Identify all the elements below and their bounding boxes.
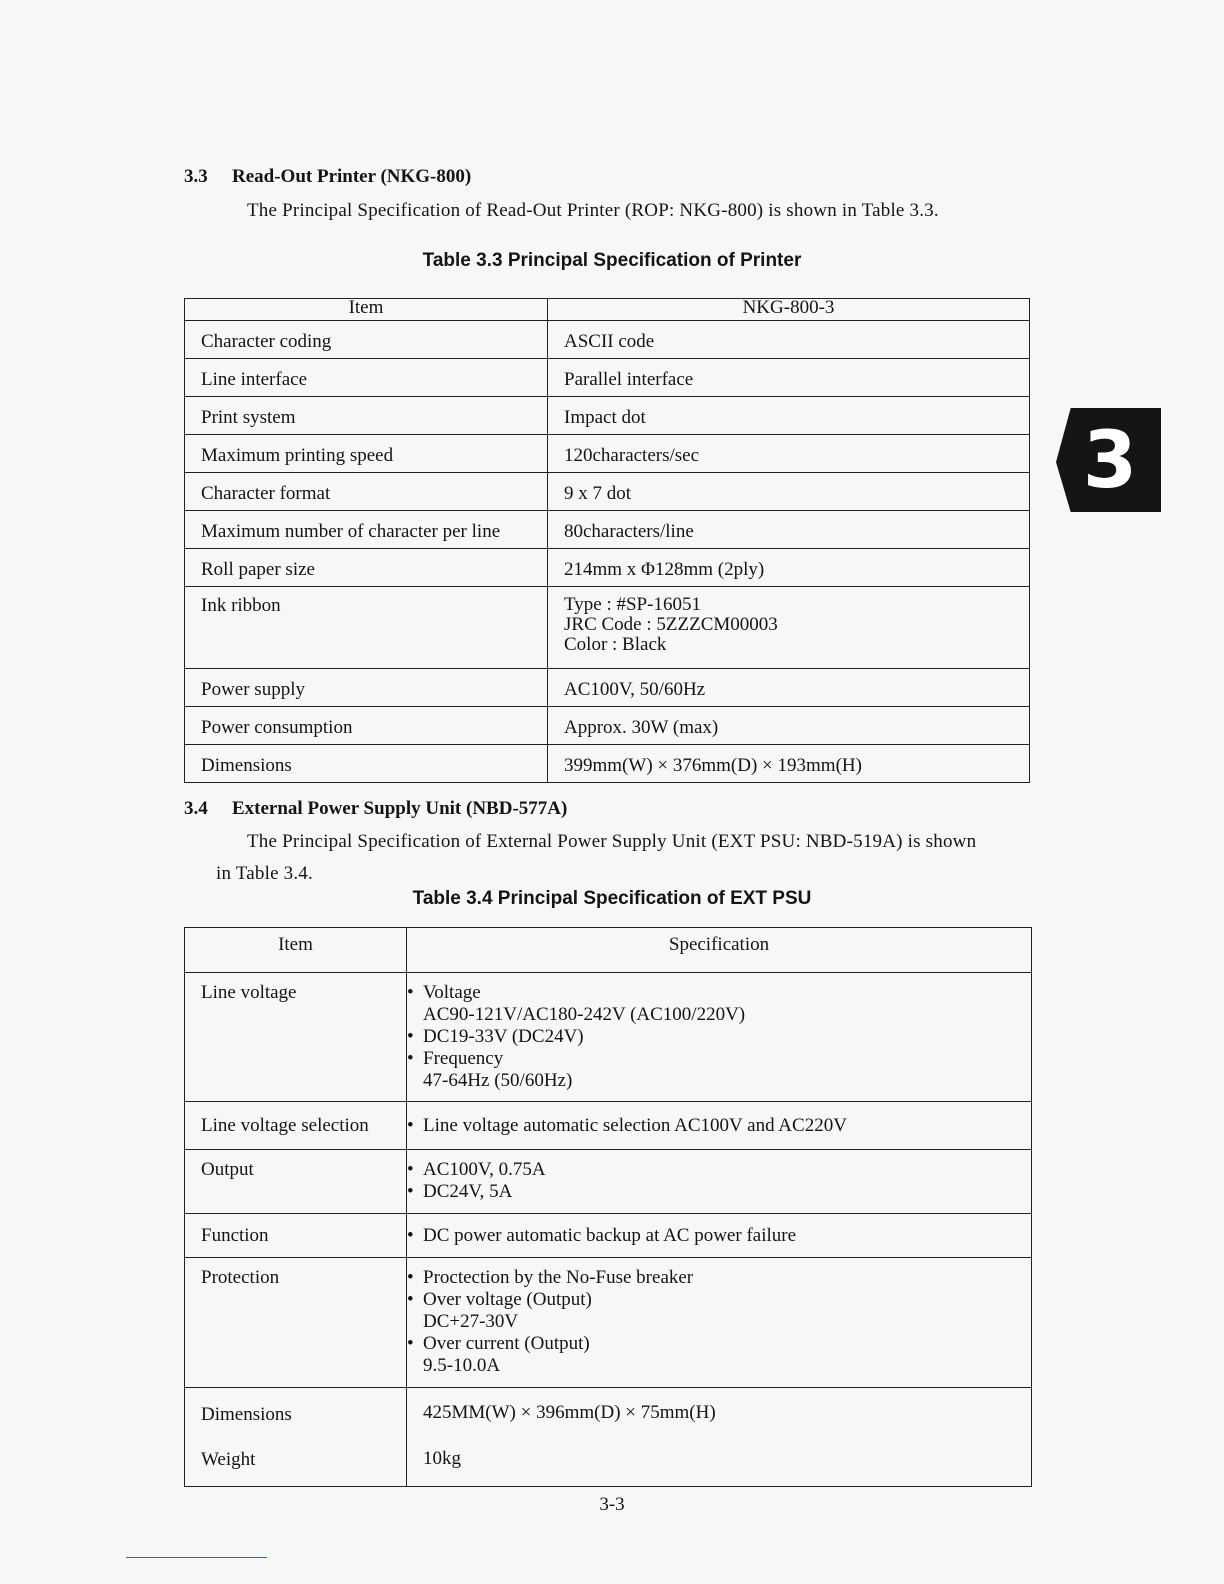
row-item: Line interface bbox=[185, 359, 548, 397]
ext-psu-spec-table bbox=[184, 927, 1032, 1487]
table-row bbox=[185, 587, 1030, 669]
table-row bbox=[185, 473, 1030, 511]
list-item: • DC24V, 5A bbox=[407, 1181, 513, 1202]
list-item: • Line voltage automatic selection AC100V and AC220V bbox=[407, 1114, 847, 1136]
bullet: • bbox=[407, 1224, 414, 1246]
chapter-tab-number: 3 bbox=[1082, 416, 1138, 506]
bullet: • bbox=[407, 1289, 414, 1310]
row-value: AC100V, 50/60Hz bbox=[548, 669, 1030, 707]
table-row bbox=[185, 321, 1030, 359]
ribbon-type: Type : #SP-16051 bbox=[564, 594, 701, 615]
row-item: Roll paper size bbox=[185, 549, 548, 587]
row-value: 80characters/line bbox=[548, 511, 1030, 549]
table-row bbox=[185, 397, 1030, 435]
row-item: Print system bbox=[185, 397, 548, 435]
table-row bbox=[185, 669, 1030, 707]
bullet: • bbox=[407, 1114, 414, 1136]
row-value: Impact dot bbox=[548, 397, 1030, 435]
row-value bbox=[407, 973, 1032, 1102]
row-value bbox=[548, 587, 1030, 669]
row-value: ASCII code bbox=[548, 321, 1030, 359]
dimensions-label: Dimensions bbox=[201, 1404, 292, 1425]
row-item: Dimensions bbox=[185, 745, 548, 783]
list-item: • DC19-33V (DC24V) bbox=[407, 1026, 584, 1047]
section-heading-3-4 bbox=[184, 798, 567, 820]
section-intro-3-3: The Principal Specification of Read-Out Printer (ROP: NKG-800) is shown in Table 3.3. bbox=[247, 200, 939, 221]
table-row bbox=[185, 745, 1030, 783]
row-value: 120characters/sec bbox=[548, 435, 1030, 473]
list-item: • Proctection by the No-Fuse breaker bbox=[407, 1267, 694, 1288]
list-item-sub: 47-64Hz (50/60Hz) bbox=[423, 1070, 573, 1091]
header-item: Item bbox=[185, 299, 548, 321]
row-value bbox=[407, 1388, 1032, 1487]
table-row bbox=[185, 549, 1030, 587]
row-item: Output bbox=[185, 1150, 407, 1214]
row-item: Protection bbox=[185, 1258, 407, 1388]
table-row bbox=[185, 1150, 1032, 1214]
section-intro-3-4: The Principal Specification of External Power Supply Unit (EXT PSU: NBD-519A) is shown bbox=[247, 831, 977, 852]
table-row bbox=[185, 1388, 1032, 1487]
table-row bbox=[185, 1258, 1032, 1388]
row-item: Line voltage selection bbox=[185, 1102, 407, 1150]
row-item bbox=[185, 1388, 407, 1487]
table-header-row bbox=[185, 299, 1030, 321]
list-item: • Over current (Output) bbox=[407, 1333, 590, 1354]
ribbon-jrc-code: JRC Code : 5ZZZCM00003 bbox=[564, 614, 778, 635]
table-row bbox=[185, 973, 1032, 1102]
section-title: Read-Out Printer (NKG-800) bbox=[232, 166, 472, 187]
list-item-sub: DC+27-30V bbox=[423, 1311, 519, 1332]
footer-rule bbox=[126, 1557, 267, 1558]
table-row bbox=[185, 435, 1030, 473]
table-row bbox=[185, 359, 1030, 397]
row-item: Maximum printing speed bbox=[185, 435, 548, 473]
section-number: 3.3 bbox=[184, 166, 208, 187]
printer-spec-table bbox=[184, 298, 1030, 783]
row-item: Function bbox=[185, 1214, 407, 1258]
row-item: Ink ribbon bbox=[185, 587, 548, 669]
bullet: • bbox=[407, 1267, 414, 1288]
row-value: 9 x 7 dot bbox=[548, 473, 1030, 511]
row-item: Line voltage bbox=[185, 973, 407, 1102]
weight-value: 10kg bbox=[423, 1448, 461, 1469]
list-item: • Over voltage (Output) bbox=[407, 1289, 592, 1310]
table-caption-3-3: Table 3.3 Principal Specification of Printer bbox=[422, 250, 802, 271]
table-row bbox=[185, 1102, 1032, 1150]
row-value: 399mm(W) × 376mm(D) × 193mm(H) bbox=[548, 745, 1030, 783]
row-item: Power supply bbox=[185, 669, 548, 707]
section-title: External Power Supply Unit (NBD-577A) bbox=[232, 798, 568, 819]
bullet: • bbox=[407, 1181, 414, 1202]
table-row bbox=[185, 707, 1030, 745]
row-value: Parallel interface bbox=[548, 359, 1030, 397]
row-value bbox=[407, 1258, 1032, 1388]
row-value: Approx. 30W (max) bbox=[548, 707, 1030, 745]
list-item: • DC power automatic backup at AC power failure bbox=[407, 1224, 797, 1246]
row-value bbox=[407, 1102, 1032, 1150]
row-item: Power consumption bbox=[185, 707, 548, 745]
weight-label: Weight bbox=[201, 1449, 256, 1470]
list-item: • AC100V, 0.75A bbox=[407, 1159, 546, 1180]
section-number: 3.4 bbox=[184, 798, 208, 819]
table-row bbox=[185, 511, 1030, 549]
header-specification: Specification bbox=[407, 928, 1032, 973]
header-item: Item bbox=[185, 928, 407, 973]
table-row bbox=[185, 1214, 1032, 1258]
row-item: Character format bbox=[185, 473, 548, 511]
list-item-sub: AC90-121V/AC180-242V (AC100/220V) bbox=[423, 1004, 746, 1025]
bullet: • bbox=[407, 1159, 414, 1180]
row-item: Maximum number of character per line bbox=[185, 511, 548, 549]
row-value bbox=[407, 1150, 1032, 1214]
list-item: • Frequency bbox=[407, 1048, 504, 1069]
list-item-sub: 9.5-10.0A bbox=[423, 1355, 501, 1376]
row-value bbox=[407, 1214, 1032, 1258]
bullet: • bbox=[407, 1048, 414, 1069]
page-number: 3-3 bbox=[599, 1494, 625, 1515]
table-header-row bbox=[185, 928, 1032, 973]
bullet: • bbox=[407, 1026, 414, 1047]
row-item: Character coding bbox=[185, 321, 548, 359]
section-heading-3-3 bbox=[184, 166, 471, 188]
table-caption-3-4: Table 3.4 Principal Specification of EXT PSU bbox=[412, 888, 812, 909]
list-item: • Voltage bbox=[407, 982, 481, 1003]
bullet: • bbox=[407, 1333, 414, 1354]
header-model: NKG-800-3 bbox=[548, 299, 1030, 321]
row-value: 214mm x Φ128mm (2ply) bbox=[548, 549, 1030, 587]
bullet: • bbox=[407, 982, 414, 1003]
section-intro-3-4-cont: in Table 3.4. bbox=[216, 863, 313, 884]
dimensions-value: 425MM(W) × 396mm(D) × 75mm(H) bbox=[423, 1402, 716, 1423]
ribbon-color: Color : Black bbox=[564, 634, 667, 655]
